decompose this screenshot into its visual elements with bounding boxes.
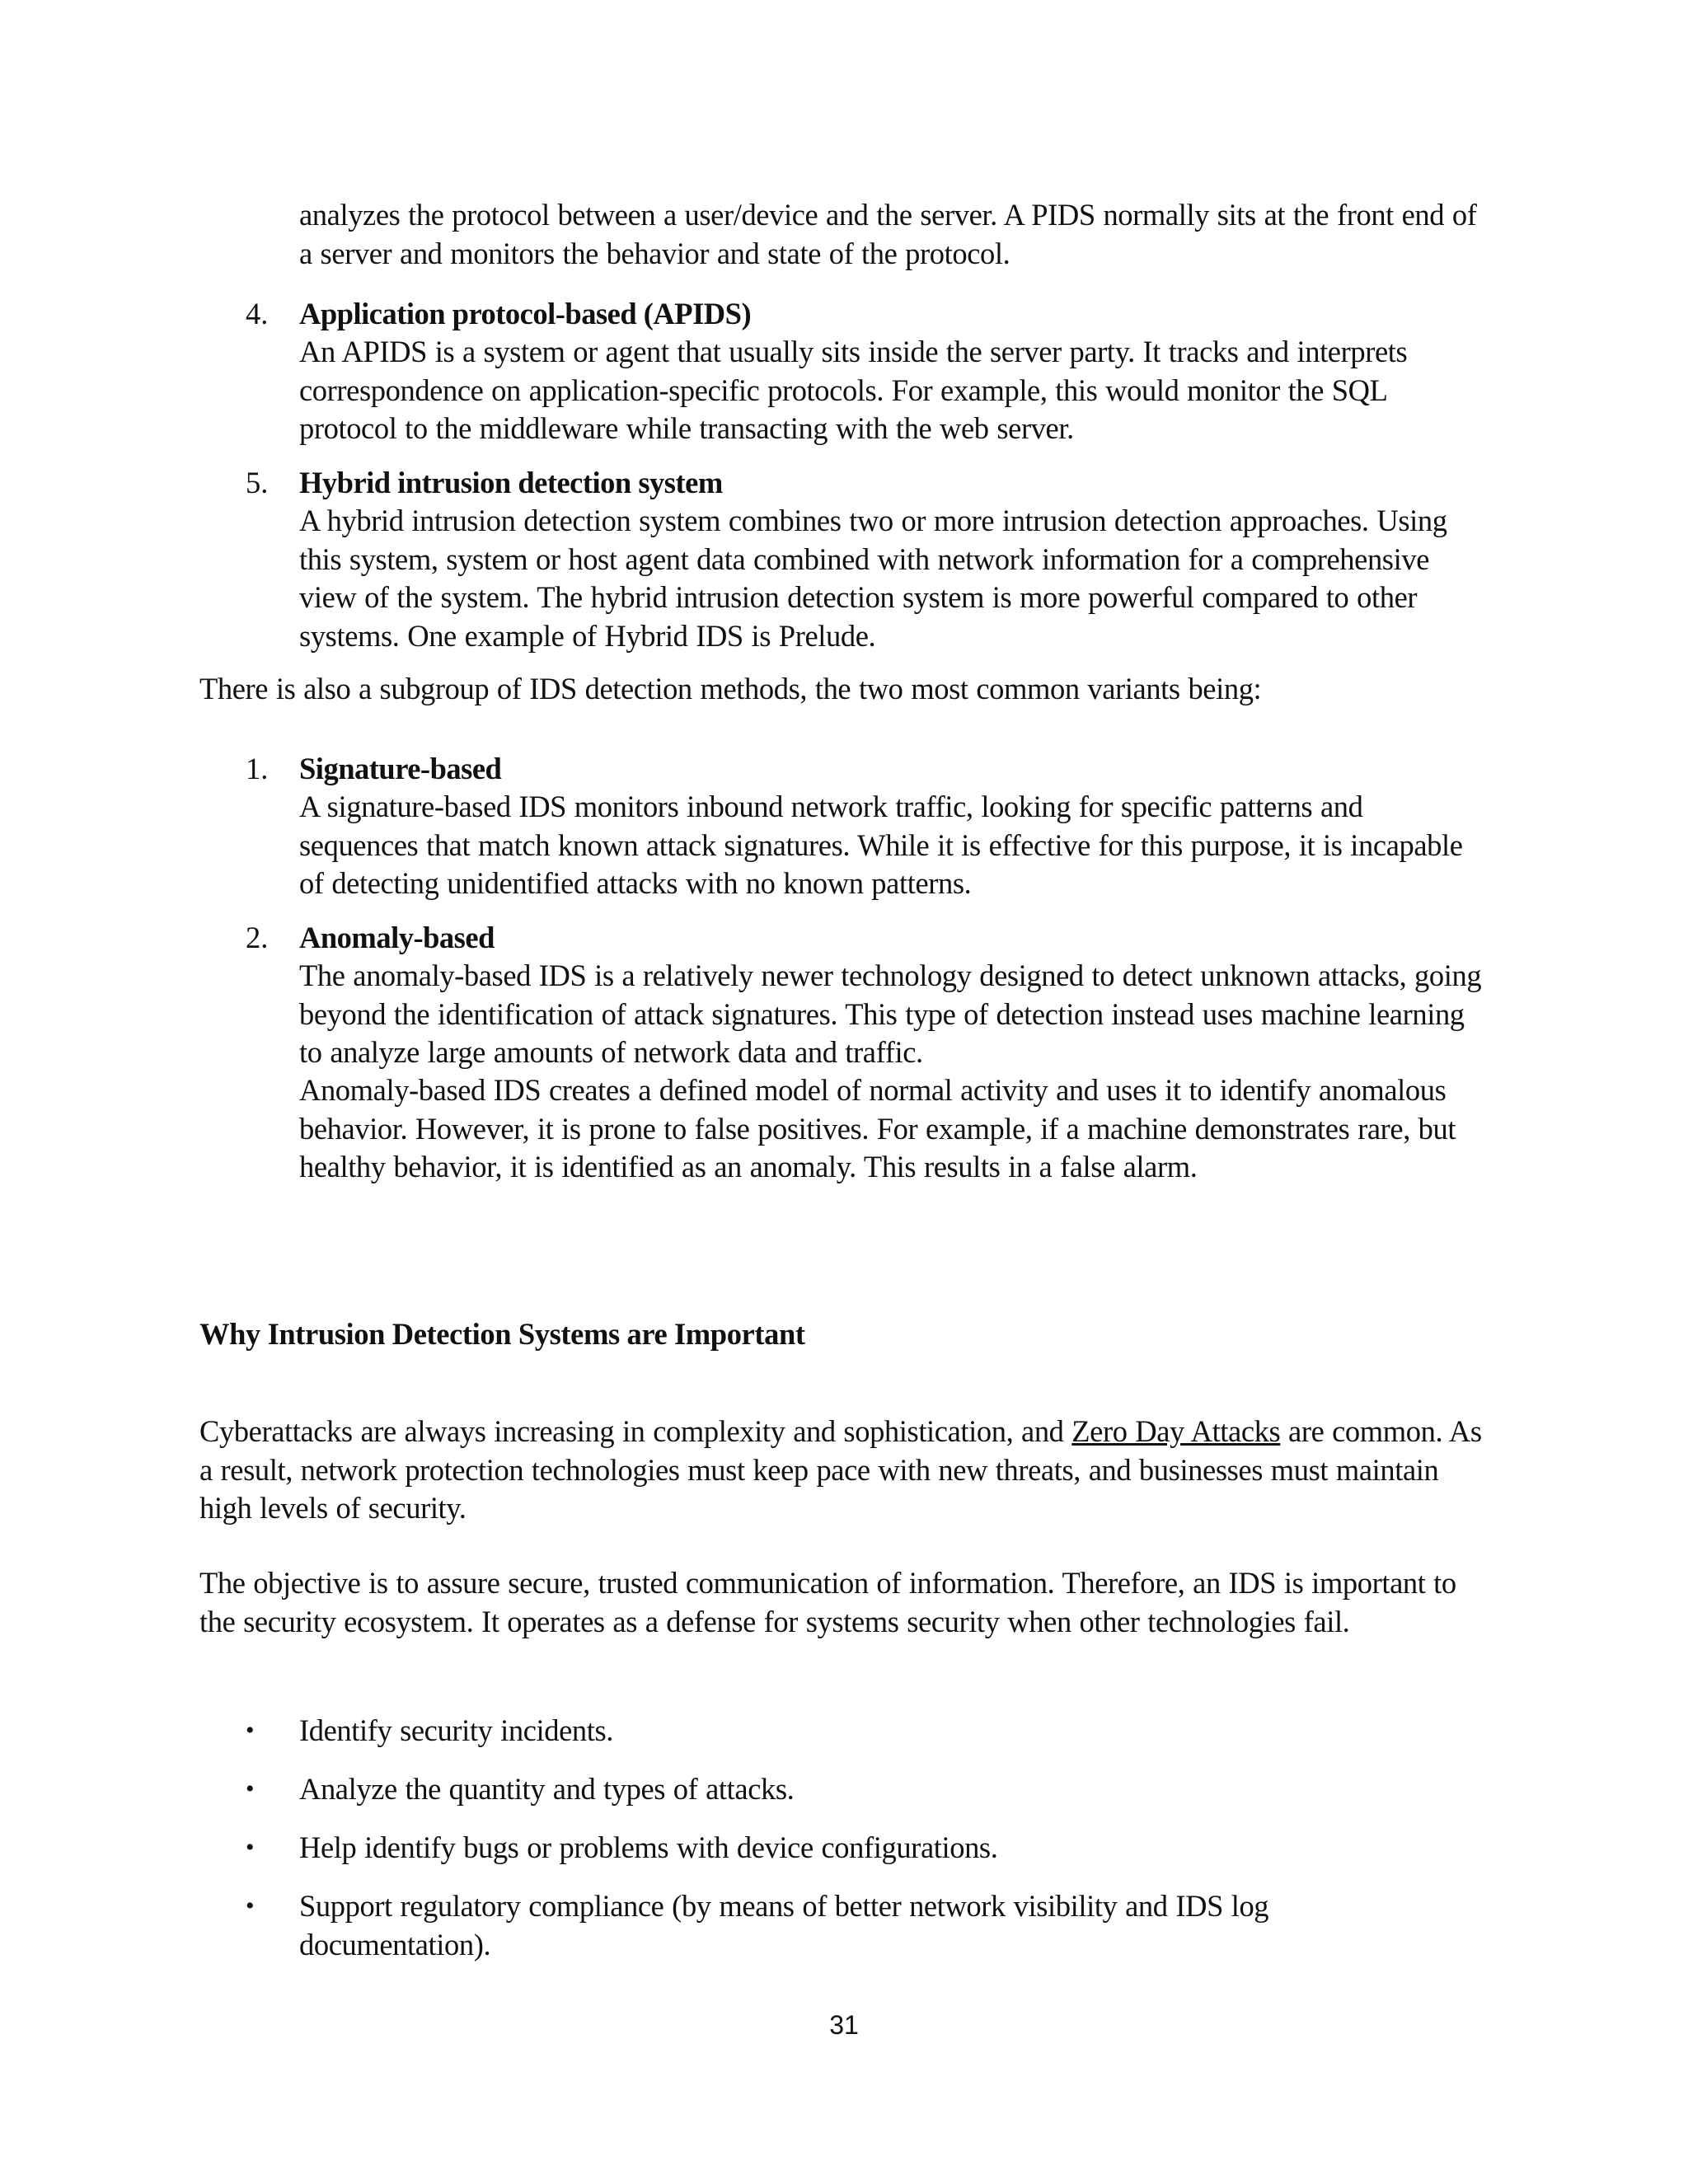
bullet-item: Identify security incidents. — [299, 1713, 614, 1747]
list-number: 4. — [246, 297, 269, 330]
section-heading: Why Intrusion Detection Systems are Important — [199, 1317, 805, 1351]
paragraph-text: Cyberattacks are always increasing in complexity and sophistication, and — [199, 1414, 1072, 1448]
page-number: 31 — [829, 2010, 859, 2040]
bullet-icon: • — [246, 1717, 255, 1744]
subgroup-intro: There is also a subgroup of IDS detection methods, the two most common variants being: — [199, 672, 1262, 705]
continuation-paragraph: analyzes the protocol between a user/device and the server. A PIDS normally sits at the front end of a server and monitors the behavior and state of the protocol. — [299, 198, 1477, 270]
item-text-hybrid: A hybrid intrusion detection system combines two or more intrusion detection approaches. Using this system, system or host agent data combined with network information for a comprehensive view of the system. The hybrid intrusion detection system is more powerful compared to other systems. One example of Hybrid IDS is Prelude. — [299, 504, 1447, 653]
importance-paragraph-2: The objective is to assure secure, trusted communication of information. Therefore, an IDS is important to the security ecosystem. It operates as a defense for systems security when other technologies fail. — [199, 1566, 1456, 1638]
bullet-icon: • — [246, 1892, 255, 1919]
paragraph-text: are common. As a result, network protection technologies must keep pace with new threats, and businesses must maintain high levels of security. — [199, 1414, 1482, 1525]
bullet-item: Support regulatory compliance (by means of better network visibility and IDS log documentation). — [299, 1889, 1269, 1961]
zero-day-attacks-link[interactable]: Zero Day Attacks — [1071, 1414, 1281, 1448]
bullet-item: Analyze the quantity and types of attacks. — [299, 1772, 795, 1806]
bullet-icon: • — [246, 1834, 255, 1861]
item-text-anomaly: The anomaly-based IDS is a relatively newer technology designed to detect unknown attacks, going beyond the identification of attack signatures. This type of detection instead uses machine learning to analyze large amounts of network data and traffic. — [299, 958, 1482, 1069]
item-title-signature: Signature-based — [299, 752, 502, 785]
item-text-anomaly-2: Anomaly-based IDS creates a defined model of normal activity and uses it to identify anomalous behavior. However, it is prone to false positives. For example, if a machine demonstrates rare, but healthy behavior, it is identified as an anomaly. This results in a false alarm. — [299, 1073, 1456, 1183]
bullet-item: Help identify bugs or problems with device configurations. — [299, 1830, 998, 1864]
item-text-signature: A signature-based IDS monitors inbound network traffic, looking for specific patterns and sequences that match known attack signatures. While it is effective for this purpose, it is incapable of detecting unidentified attacks with no known patterns. — [299, 790, 1463, 900]
list-number: 5. — [246, 466, 269, 499]
item-title-hybrid: Hybrid intrusion detection system — [299, 466, 723, 499]
item-title-anomaly: Anomaly-based — [299, 921, 495, 954]
importance-paragraph-1 — [199, 1413, 1485, 1528]
item-text-apids: An APIDS is a system or agent that usually sits inside the server party. It tracks and interprets correspondence on application-specific protocols. For example, this would monitor the SQL protocol to the middleware while transacting with the web server. — [299, 335, 1408, 445]
list-number: 2. — [246, 921, 269, 954]
bullet-icon: • — [246, 1775, 255, 1802]
list-number: 1. — [246, 752, 269, 785]
item-title-apids: Application protocol-based (APIDS) — [299, 297, 752, 330]
